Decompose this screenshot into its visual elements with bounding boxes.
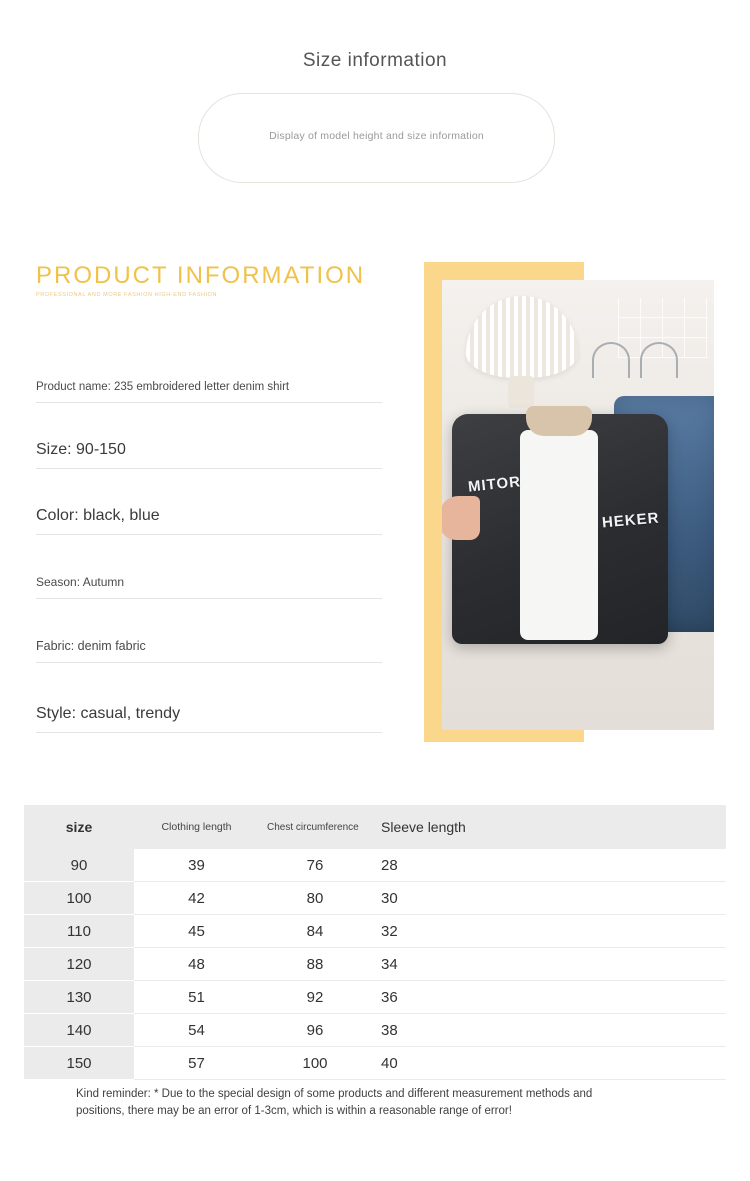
cell-size: 150 (24, 1047, 134, 1080)
product-information-subheading: PROFESSIONAL AND MORE FASHION HIGH-END FASHION (36, 292, 218, 298)
spec-row-season (36, 535, 382, 599)
spec-row-color (36, 469, 382, 535)
cell-sleeve-length: 40 (371, 1047, 726, 1080)
spec-row-style (36, 663, 382, 733)
table-row (24, 849, 726, 882)
cell-chest-circumference: 96 (259, 1014, 371, 1047)
cell-sleeve-length: 34 (371, 948, 726, 981)
table-row (24, 981, 726, 1014)
cell-chest-circumference: 84 (259, 915, 371, 948)
photo-white-shirt (520, 430, 598, 640)
kind-reminder-note: Kind reminder: * Due to the special design of some products and different measurement methods and positions, there may be an error of 1-3cm, which is within a reasonable range of error! (76, 1088, 593, 1117)
cell-chest-circumference: 100 (259, 1047, 371, 1080)
cell-clothing-length: 42 (134, 882, 259, 915)
size-table-header-row (24, 805, 726, 849)
product-information-heading: PRODUCT INFORMATION (36, 262, 366, 289)
cell-size: 90 (24, 849, 134, 882)
photo-hand (442, 496, 480, 540)
cell-clothing-length: 57 (134, 1047, 259, 1080)
cell-sleeve-length: 32 (371, 915, 726, 948)
table-row (24, 948, 726, 981)
spec-row-fabric (36, 599, 382, 663)
cell-sleeve-length: 30 (371, 882, 726, 915)
size-information-card (198, 93, 555, 183)
cell-clothing-length: 51 (134, 981, 259, 1014)
table-row (24, 915, 726, 948)
cell-clothing-length: 45 (134, 915, 259, 948)
size-table-header-clothing-length: Clothing length (134, 805, 259, 849)
spec-text: Product name: 235 embroidered letter denim shirt (36, 381, 290, 393)
photo-lamp-base (508, 376, 534, 408)
spec-text: Season: Autumn (36, 575, 125, 589)
cell-clothing-length: 54 (134, 1014, 259, 1047)
photo-hanger-icon (592, 342, 630, 378)
photo-jacket-text-right: HEKER (601, 509, 661, 532)
spec-row-product-name (36, 370, 382, 403)
cell-sleeve-length: 38 (371, 1014, 726, 1047)
cell-sleeve-length: 36 (371, 981, 726, 1014)
cell-size: 110 (24, 915, 134, 948)
table-row (24, 1014, 726, 1047)
spec-text: Style: casual, trendy (36, 705, 181, 722)
size-information-card-text: Display of model height and size information (269, 130, 484, 142)
size-table-header-sleeve-length: Sleeve length (371, 805, 726, 849)
cell-size: 140 (24, 1014, 134, 1047)
cell-chest-circumference: 88 (259, 948, 371, 981)
size-table-header-size: size (24, 805, 134, 849)
cell-size: 130 (24, 981, 134, 1014)
spec-text: Fabric: denim fabric (36, 639, 146, 653)
cell-chest-circumference: 92 (259, 981, 371, 1014)
size-information-title: Size information (302, 50, 448, 71)
size-table (24, 805, 726, 1080)
cell-sleeve-length: 28 (371, 849, 726, 882)
photo-collar (526, 406, 592, 436)
spec-text: Size: 90-150 (36, 441, 126, 458)
cell-size: 100 (24, 882, 134, 915)
size-table-header-chest-circumference: Chest circumference (259, 805, 371, 849)
cell-chest-circumference: 80 (259, 882, 371, 915)
cell-clothing-length: 48 (134, 948, 259, 981)
product-information-header (36, 262, 388, 298)
photo-hanger-icon (640, 342, 678, 378)
photo-jacket-text-left: MITOR (467, 473, 522, 496)
spec-row-size (36, 403, 382, 469)
cell-clothing-length: 39 (134, 849, 259, 882)
spec-text: Color: black, blue (36, 507, 160, 524)
cell-size: 120 (24, 948, 134, 981)
size-information-section (0, 50, 750, 142)
cell-chest-circumference: 76 (259, 849, 371, 882)
table-row (24, 882, 726, 915)
product-spec-list (36, 370, 382, 733)
product-photo (442, 280, 714, 730)
table-row (24, 1047, 726, 1080)
